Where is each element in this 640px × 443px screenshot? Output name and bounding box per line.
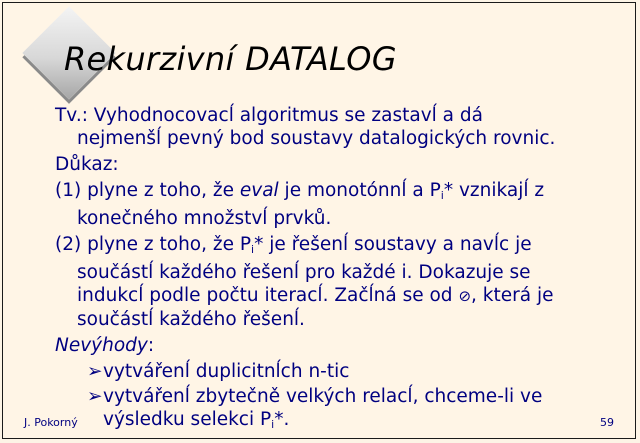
- p2-text-b: * je řešenĺ soustavy a navĺc je: [254, 234, 532, 255]
- p2-line-3-end: , která je: [471, 285, 554, 306]
- p2-line-4: součástĺ každého řešenĺ.: [77, 309, 305, 330]
- proof-point-2: [55, 233, 625, 331]
- list-item: [87, 360, 625, 383]
- bullet-2-subscript: i: [271, 418, 275, 431]
- p1-text-c: * vznikajĺ z: [443, 180, 545, 201]
- p2-subscript: i: [251, 243, 255, 256]
- footer-author: J. Pokorný: [24, 416, 78, 429]
- cons-label: Nevýhody: [55, 335, 148, 356]
- p2-line-2: součástĺ každého řešenĺ pro každé i. Dokazuje se: [77, 262, 531, 283]
- cons-colon: :: [147, 335, 155, 356]
- proof-point-1: [55, 179, 625, 230]
- p1-text-b: je monotónnĺ a P: [278, 180, 441, 201]
- theorem-line-2: nejmenšĺ pevný bod soustavy datalogických rovnic.: [77, 128, 556, 149]
- proof-label: Důkaz:: [55, 154, 119, 175]
- arrow-bullet-icon: ➢: [87, 386, 103, 407]
- slide-body: [55, 104, 625, 436]
- page-number: 59: [600, 416, 614, 429]
- bullet-1-text: vytvářenĺ duplicitnĺch n-tic: [103, 361, 350, 382]
- bullet-2-text-b: výsledku selekci P: [103, 409, 272, 430]
- empty-set-symbol: ⊘: [458, 287, 472, 305]
- p2-line-3: indukcĺ podle počtu iteracĺ. Začĺná se od: [77, 285, 459, 306]
- bullet-2-text-c: *.: [274, 409, 290, 430]
- cons-heading: [55, 334, 625, 357]
- bullet-2-text-a: vytvářenĺ zbytečně velkých relacĺ, chceme-li ve: [103, 386, 543, 407]
- theorem-line-1: Tv.: Vyhodnocovacĺ algoritmus se zastavĺ a dá: [55, 105, 483, 126]
- list-item: [87, 385, 625, 436]
- slide-title: Rekurzivní DATALOG: [64, 40, 397, 78]
- p1-eval: eval: [239, 180, 279, 201]
- theorem: [55, 104, 625, 150]
- p1-text-a: (1) plyne z toho, že: [55, 180, 240, 201]
- p2-text-a: (2) plyne z toho, že P: [55, 234, 252, 255]
- p1-subscript: i: [440, 189, 444, 202]
- p1-line-2: konečného množstvĺ prvků.: [77, 208, 332, 229]
- arrow-bullet-icon: ➢: [87, 361, 103, 382]
